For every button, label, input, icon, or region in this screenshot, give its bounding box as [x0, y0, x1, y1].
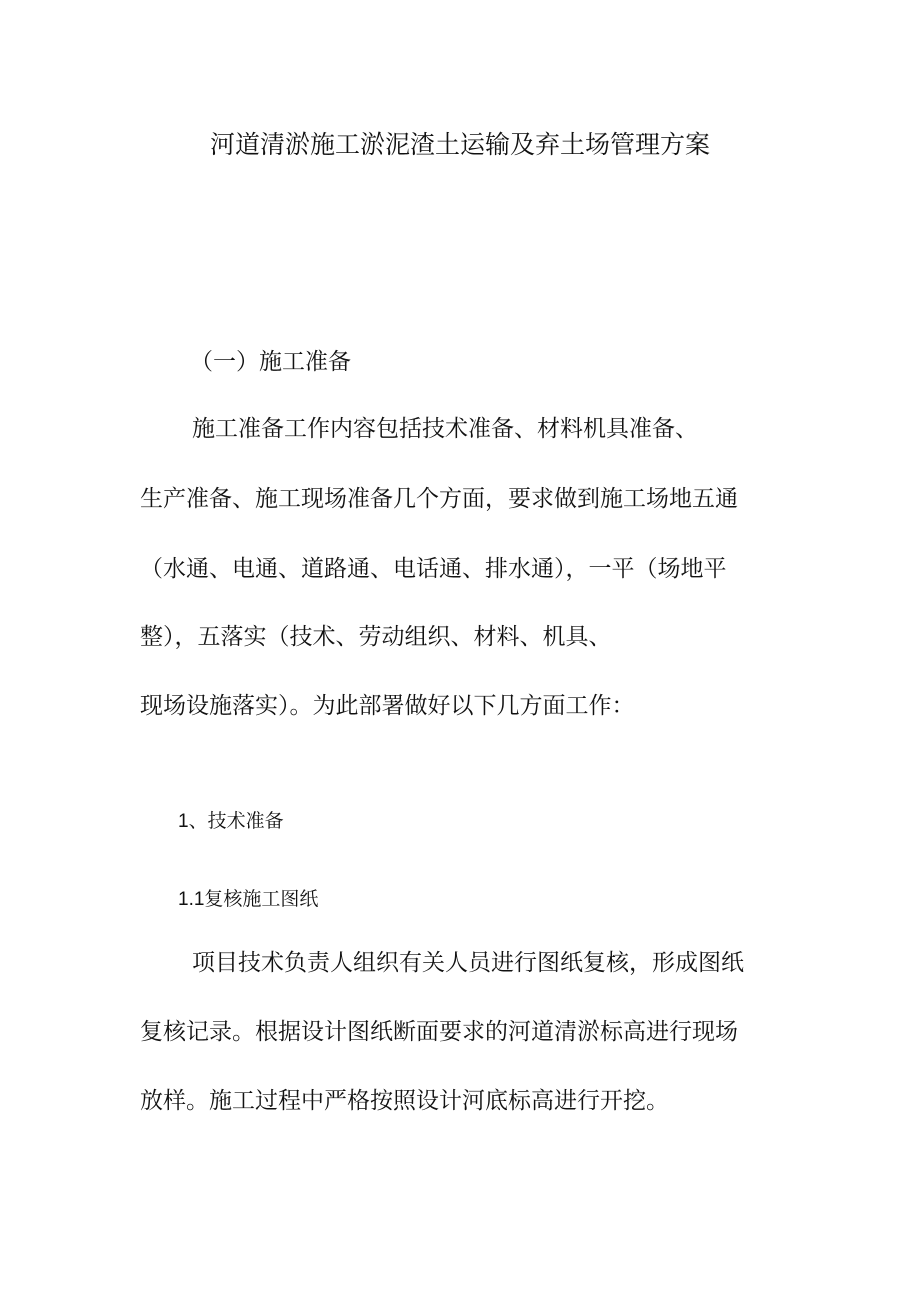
- paragraph-line: 生产准备、施工现场准备几个方面，要求做到施工场地五通: [140, 486, 738, 512]
- paragraph-line: 复核记录。根据设计图纸断面要求的河道清淤标高进行现场: [140, 1019, 738, 1045]
- paragraph-line: （水通、电通、道路通、电话通、排水通），一平（场地平: [140, 556, 727, 582]
- subsection-heading-review-drawings: 1.1复核施工图纸: [178, 889, 319, 910]
- section-heading-construction-prep: （一）施工准备: [190, 349, 351, 375]
- paragraph-line: 整），五落实（技术、劳动组织、材料、机具、: [140, 624, 612, 650]
- paragraph-line: 施工准备工作内容包括技术准备、材料机具准备、: [192, 416, 698, 442]
- paragraph-line: 放样。施工过程中严格按照设计河底标高进行开挖。: [140, 1088, 669, 1114]
- document-title: 河道清淤施工淤泥渣土运输及弃土场管理方案: [209, 130, 710, 159]
- paragraph-line: 项目技术负责人组织有关人员进行图纸复核，形成图纸: [192, 950, 744, 976]
- subsection-heading-technical-prep: 1、技术准备: [178, 811, 284, 832]
- paragraph-line: 现场设施落实）。为此部署做好以下几方面工作：: [140, 693, 635, 719]
